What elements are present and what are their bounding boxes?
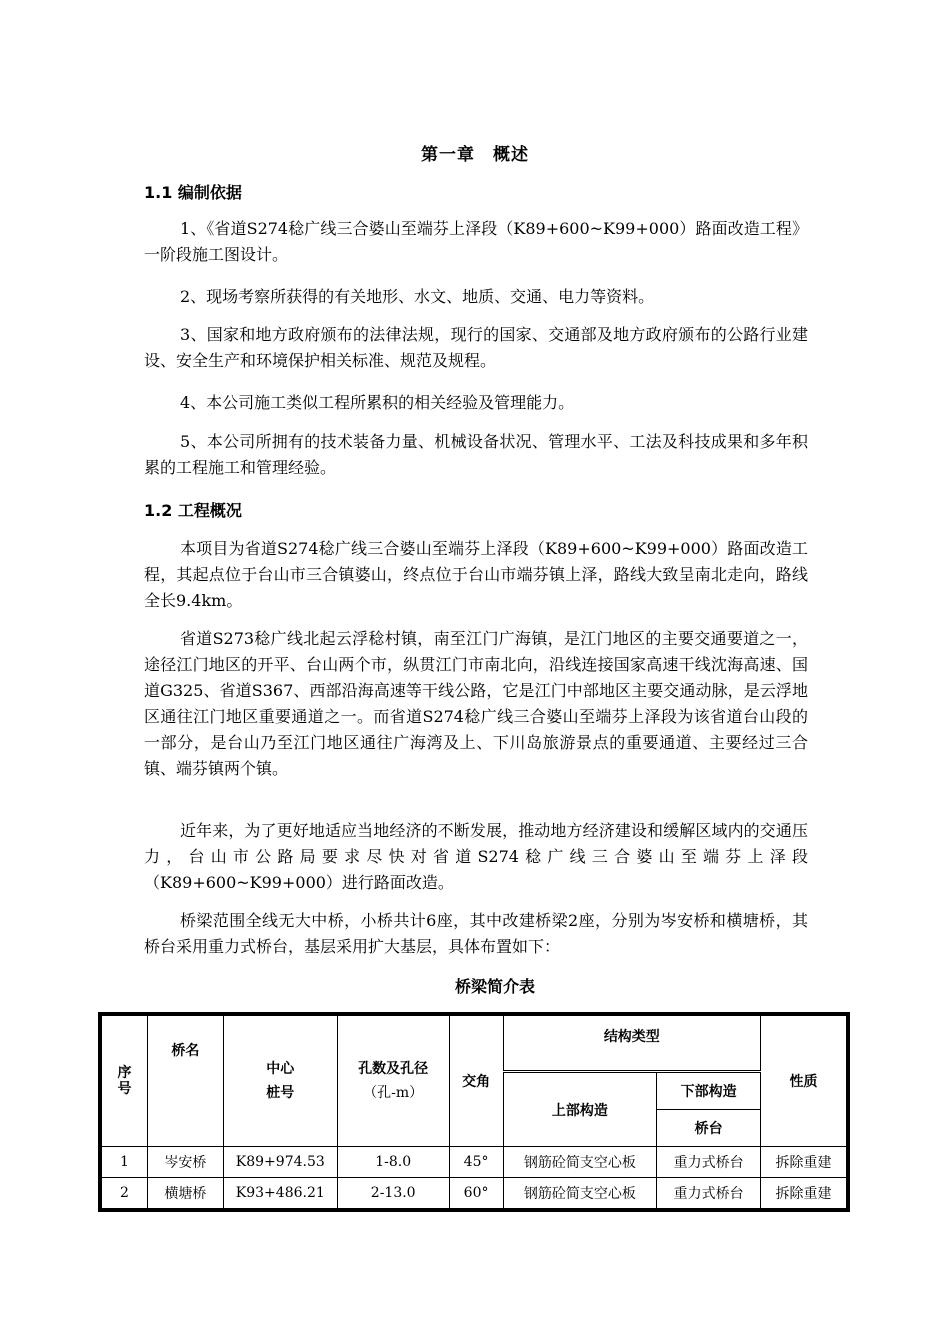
cell-seq: 2 (102, 1178, 148, 1209)
cell-station: K93+486.21 (223, 1178, 337, 1209)
header-upper: 上部构造 (503, 1072, 657, 1147)
cell-station: K89+974.53 (223, 1147, 337, 1178)
overview-paragraph-1: 本项目为省道S274稔广线三合婆山至端芬上泽段（K89+600~K99+000）路面改造工程，其起点位于台山市三合镇婆山，终点位于台山市端芬镇上泽，路线大致呈南北走向，路线全长9.4km。 (144, 539, 808, 610)
table-row (102, 1178, 847, 1209)
header-angle: 交角 (449, 1016, 503, 1147)
header-abutment: 桥台 (657, 1110, 761, 1147)
basis-item-2: 2、现场考察所获得的有关地形、水文、地质、交通、电力等资料。 (180, 287, 655, 306)
header-lower: 下部构造 (657, 1072, 761, 1110)
cell-angle: 45° (449, 1147, 503, 1178)
cell-abutment: 重力式桥台 (657, 1147, 761, 1178)
overview-paragraph-4: 桥梁范围全线无大中桥，小桥共计6座，其中改建桥梁2座，分别为岑安桥和横塘桥，其桥台采用重力式桥台，基层采用扩大基层，具体布置如下： (144, 911, 808, 956)
table-title: 桥梁简介表 (454, 977, 535, 996)
section-heading-1-2: 1.2 工程概况 (144, 501, 242, 520)
cell-abutment: 重力式桥台 (657, 1178, 761, 1209)
overview-paragraph-3: 近年来，为了更好地适应当地经济的不断发展，推动地方经济建设和缓解区域内的交通压力，台山市公路局要求尽快对省道S274稔广线三合婆山至端芬上泽段（K89+600~K99+000）进行路面改造。 (144, 821, 808, 892)
cell-name: 横塘桥 (147, 1178, 223, 1209)
bridge-table (101, 1015, 847, 1209)
header-station: 中心 桩号 (223, 1016, 337, 1147)
basis-item-4: 4、本公司施工类似工程所累积的相关经验及管理能力。 (180, 393, 575, 412)
cell-name: 岑安桥 (147, 1147, 223, 1178)
cell-nature: 拆除重建 (761, 1147, 847, 1178)
basis-item-5: 5、本公司所拥有的技术装备力量、机械设备状况、管理水平、工法及科技成果和多年积累的工程施工和管理经验。 (144, 432, 808, 477)
cell-span: 2-13.0 (337, 1178, 449, 1209)
header-nature: 性质 (761, 1016, 847, 1147)
header-name: 桥名 (147, 1016, 223, 1147)
cell-upper: 钢筋砼简支空心板 (503, 1147, 657, 1178)
table-row (102, 1147, 847, 1178)
section-heading-1-1: 1.1 编制依据 (144, 183, 242, 202)
header-seq: 序号 (102, 1016, 148, 1147)
chapter-title: 第一章 概述 (421, 145, 529, 165)
cell-nature: 拆除重建 (761, 1178, 847, 1209)
header-structure: 结构类型 (503, 1016, 761, 1072)
cell-angle: 60° (449, 1178, 503, 1209)
bridge-table-frame (98, 1012, 850, 1212)
basis-item-1: 1、《省道S274稔广线三合婆山至端芬上泽段（K89+600~K99+000）路面改造工程》一阶段施工图设计。 (144, 219, 808, 264)
cell-seq: 1 (102, 1147, 148, 1178)
overview-paragraph-2: 省道S273稔广线北起云浮稔村镇，南至江门广海镇，是江门地区的主要交通要道之一，途径江门地区的开平、台山两个市，纵贯江门市南北向，沿线连接国家高速干线沈海高速、国道G325、省道S367、西部沿海高速等干线公路，它是江门中部地区主要交通动脉，是云浮地区通往江门地区重要通道之一。而省道S274稔广线三合婆山至端芬上泽段为该省道台山段的一部分，是台山乃至江门地区通往广海湾及上、下川岛旅游景点的重要通道、主要经过三合镇、端芬镇两个镇。 (144, 629, 808, 778)
cell-upper: 钢筋砼简支空心板 (503, 1178, 657, 1209)
cell-span: 1-8.0 (337, 1147, 449, 1178)
header-span: 孔数及孔径 （孔-m） (337, 1016, 449, 1147)
basis-item-3: 3、国家和地方政府颁布的法律法规，现行的国家、交通部及地方政府颁布的公路行业建设、安全生产和环境保护相关标准、规范及规程。 (144, 325, 808, 370)
